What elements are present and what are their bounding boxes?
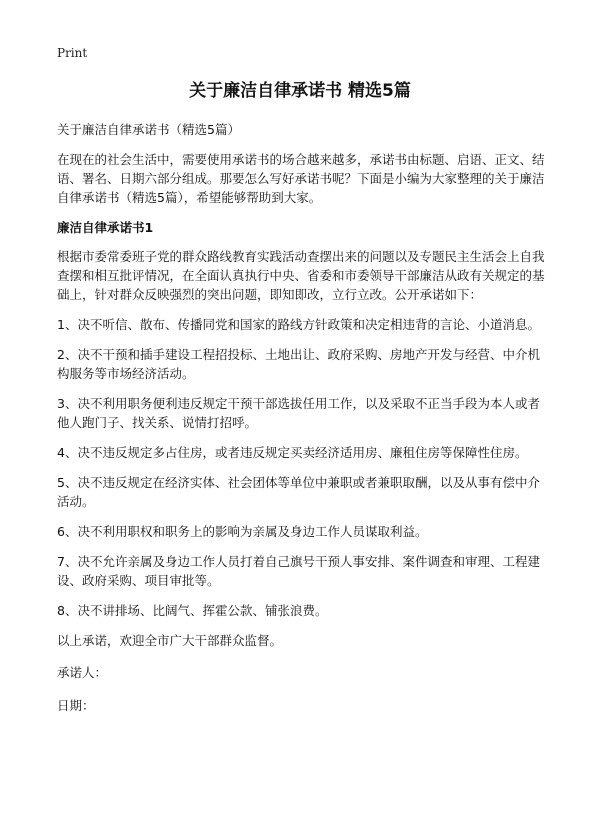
section-body-paragraph: 根据市委常委班子党的群众路线教育实践活动查摆出来的问题以及专题民主生活会上自我查摆和相互批评情况，在全面认真执行中央、省委和市委领导干部廉洁从政有关规定的基础上，针对群众反映强烈的突出问题，即知即改，立行立改。公开承诺如下： bbox=[57, 249, 545, 302]
date-label: 日期： bbox=[57, 698, 95, 713]
commitment-item-7: 7、决不允许亲属及身边工作人员打着自己旗号干预人事安排、案件调查和审理、工程建设、政府采购、项目审批等。 bbox=[57, 554, 540, 588]
commitment-item-4: 4、决不违反规定多占住房，或者违反规定买卖经济适用房、廉租住房等保障性住房。 bbox=[57, 445, 528, 460]
signer-label: 承诺人： bbox=[57, 665, 108, 680]
commitment-item-8: 8、决不讲排场、比阔气、挥霍公款、铺张浪费。 bbox=[57, 603, 328, 618]
commitment-item-6: 6、决不利用职权和职务上的影响为亲属及身边工作人员谋取利益。 bbox=[57, 524, 428, 539]
page-title: 关于廉洁自律承诺书 精选5篇 bbox=[189, 81, 411, 101]
document-subtitle: 关于廉洁自律承诺书（精选5篇） bbox=[57, 122, 240, 137]
commitment-item-1: 1、决不听信、散布、传播同党和国家的路线方针政策和决定相违背的言论、小道消息。 bbox=[57, 317, 540, 332]
section-heading: 廉洁自律承诺书1 bbox=[57, 220, 154, 235]
commitment-list bbox=[57, 315, 545, 620]
commitment-item-5: 5、决不违反规定在经济实体、社会团体等单位中兼职或者兼职取酬，以及从事有偿中介活动。 bbox=[57, 475, 540, 509]
document-body bbox=[57, 120, 545, 715]
closing-paragraph: 以上承诺，欢迎全市广大干部群众监督。 bbox=[57, 633, 283, 648]
print-link[interactable]: Print bbox=[57, 46, 88, 60]
commitment-item-3: 3、决不利用职务便利违反规定干预干部选拔任用工作，以及采取不正当手段为本人或者他人跑门子、找关系、说情打招呼。 bbox=[57, 396, 540, 430]
intro-paragraph: 在现在的社会生活中，需要使用承诺书的场合越来越多，承诺书由标题、启语、正文、结语、署名、日期六部分组成。那要怎么写好承诺书呢？下面是小编为大家整理的关于廉洁自律承诺书（精选5篇），希望能够帮助到大家。 bbox=[57, 152, 545, 205]
commitment-item-2: 2、决不干预和插手建设工程招投标、土地出让、政府采购、房地产开发与经营、中介机构服务等市场经济活动。 bbox=[57, 347, 540, 381]
